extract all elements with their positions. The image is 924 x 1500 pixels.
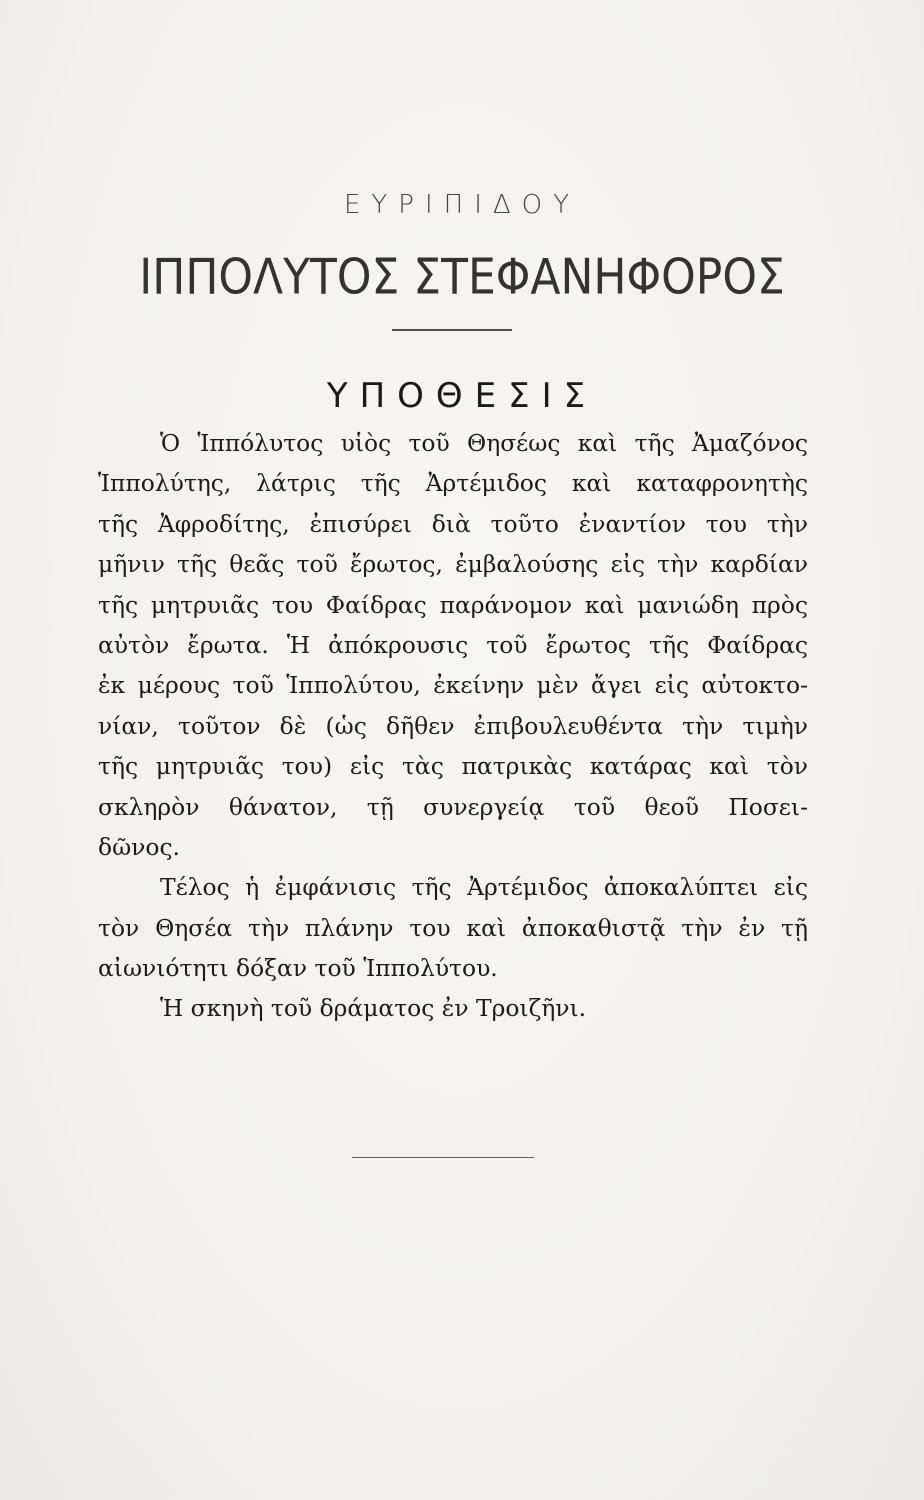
text-line: ἐκ μέρους τοῦ Ἱππολύτου, ἐκείνην μὲν ἄγει εἰς αὐτοκτο- [98, 671, 808, 700]
text-line: τῆς μητρυιᾶς του Φαίδρας παράνομον καὶ μανιώδη πρὸς [98, 590, 808, 619]
text-line: αὐτὸν ἔρωτα. Ἡ ἀπόκρουσις τοῦ ἔρωτος τῆς Φαίδρας [98, 630, 808, 659]
synopsis-text [98, 423, 808, 1029]
section-heading: ΥΠΟΘΕΣΙΣ [326, 376, 598, 416]
text-line: τῆς Ἀφροδίτης, ἐπισύρει διὰ τοῦτο ἐναντίον του τὴν [98, 509, 808, 538]
text-line: σκληρὸν θάνατον, τῇ συνεργείᾳ τοῦ θεοῦ Ποσει- [98, 792, 808, 821]
closing-divider [352, 1157, 534, 1158]
text-line: δῶνος. [98, 832, 180, 861]
text-line: νίαν, τοῦτον δὲ (ὡς δῆθεν ἐπιβουλευθέντα τὴν τιμὴν [98, 711, 808, 740]
text-line: Ἱππολύτης, λάτρις τῆς Ἀρτέμιδος καὶ καταφρονητὴς [98, 469, 808, 498]
text-line: Τέλος ἡ ἐμφάνισις τῆς Ἀρτέμιδος ἀποκαλύπτει εἰς [160, 873, 808, 902]
author-name: ΕΥΡΙΠΙΔΟΥ [343, 190, 580, 220]
text-line: Ὁ Ἱππόλυτος υἱὸς τοῦ Θησέως καὶ τῆς Ἀμαζόνος [160, 429, 808, 457]
text-line: Ἡ σκηνὴ τοῦ δράματος ἐν Τροιζῆνι. [160, 994, 587, 1023]
text-line: τὸν Θησέα τὴν πλάνην του καὶ ἀποκαθιστᾷ τὴν ἐν τῇ [98, 913, 808, 942]
play-title: ΙΠΠΟΛΥΤΟΣ ΣΤΕΦΑΝΗΦΟΡΟΣ [139, 248, 785, 307]
text-line: μῆνιν τῆς θεᾶς τοῦ ἔρωτος, ἐμβαλούσης εἰς τὴν καρδίαν [98, 550, 808, 579]
text-line: αἰωνιότητι δόξαν τοῦ Ἱππολύτου. [98, 954, 498, 983]
text-line: τῆς μητρυιᾶς του) εἰς τὰς πατρικὰς κατάρας καὶ τὸν [98, 752, 808, 781]
title-divider [392, 329, 512, 331]
